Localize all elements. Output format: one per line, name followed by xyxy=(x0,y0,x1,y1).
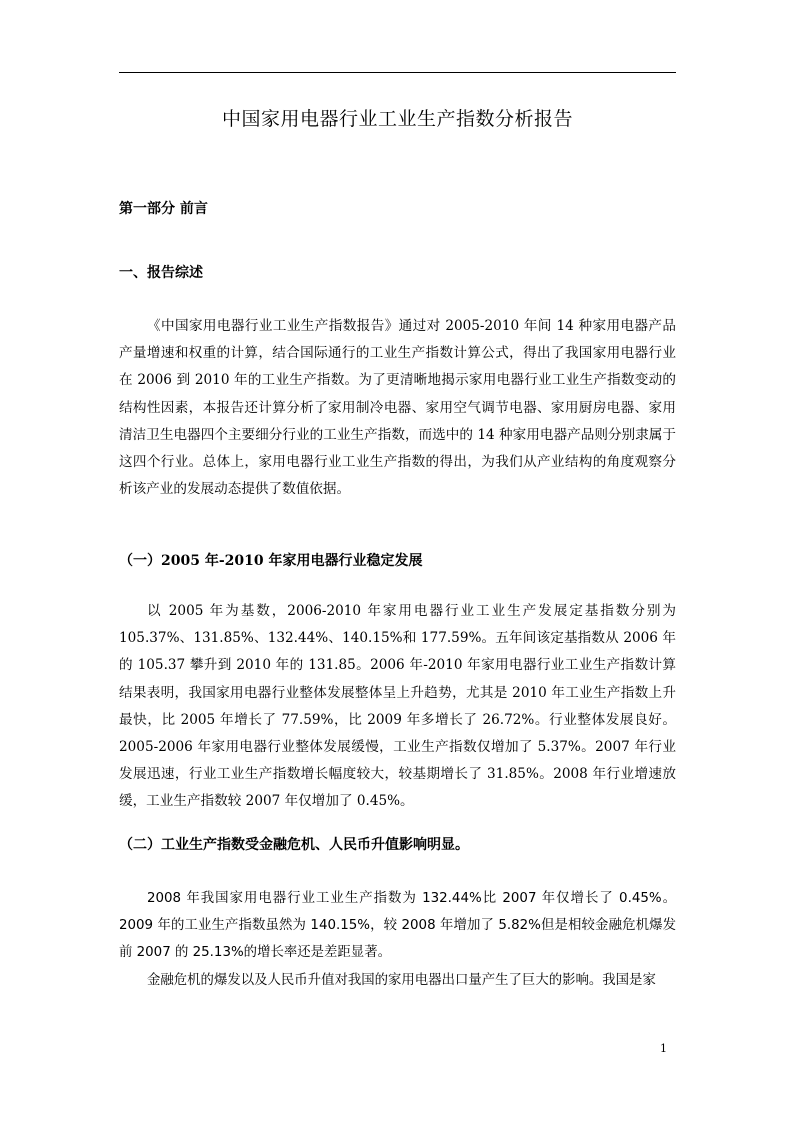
subsection-heading-2: （二）工业生产指数受金融危机、人民币升值影响明显。 xyxy=(119,837,469,853)
part-heading: 第一部分 前言 xyxy=(119,201,208,217)
header-rule xyxy=(119,72,676,73)
page-number: 1 xyxy=(660,1042,667,1055)
paragraph-export: 金融危机的爆发以及人民币升值对我国的家用电器出口量产生了巨大的影响。我国是家 xyxy=(147,973,656,988)
section-heading: 一、报告综述 xyxy=(119,265,203,281)
document-title: 中国家用电器行业工业生产指数分析报告 xyxy=(221,108,573,130)
paragraph-growth: 以 2005 年为基数，2006-2010 年家用电器行业工业生产发展定基指数分别为 105.37%、131.85%、132.44%、140.15%和 177.59%。五年间该定基指数从 2006 年的 105.37 攀升到 2010 年的 131.85。2006 年-2010 年家用电器行业工业生产指数计算结果表明，我国家用电器行业整体发展整体呈上升趋势，尤其是 2010 年工业生产指数上升最快，比 2005 年增长了 77.59%，比 2009 年多增长了 26.72%。行业整体发展良好。2005-2006 年家用电器行业整体发展缓慢，工业生产指数仅增加了 5.37%。2007 年行业发展迅速，行业工业生产指数增长幅度较大，较基期增长了 31.85%。2008 年行业增速放缓，工业生产指数较 2007 年仅增加了 0.45%。 xyxy=(119,603,676,810)
paragraph-crisis: 2008 年我国家用电器行业工业生产指数为 132.44%比 2007 年仅增长了 0.45%。2009 年的工业生产指数虽然为 140.15%，较 2008 年增加了 5.82%但是相较金融危机爆发前 2007 的 25.13%的增长率还是差距显著。 xyxy=(119,891,676,961)
paragraph-overview: 《中国家用电器行业工业生产指数报告》通过对 2005-2010 年间 14 种家用电器产品产量增速和权重的计算，结合国际通行的工业生产指数计算公式，得出了我国家用电器行业在 2006 到 2010 年的工业生产指数。为了更清晰地揭示家用电器行业工业生产指数变动的结构性因素，本报告还计算分析了家用制冷电器、家用空气调节电器、家用厨房电器、家用清洁卫生电器四个主要细分行业的工业生产指数，而选中的 14 种家用电器产品则分别隶属于这四个行业。总体上，家用电器行业工业生产指数的得出，为我们从产业结构的角度观察分析该产业的发展动态提供了数值依据。 xyxy=(119,318,676,498)
subsection-heading-1: （一）2005 年-2010 年家用电器行业稳定发展 xyxy=(119,553,423,569)
